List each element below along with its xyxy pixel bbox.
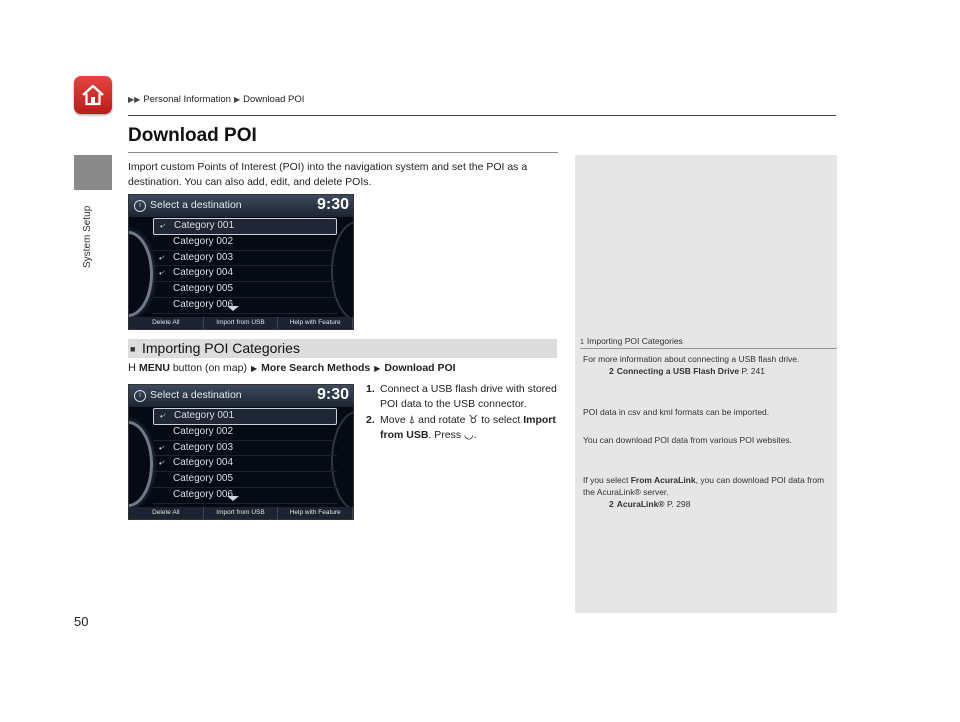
list-item: •ᐟ Category 001: [153, 218, 337, 235]
list-item: Category 006: [153, 298, 337, 314]
list-item: Category 005: [153, 472, 337, 488]
import-marker-icon: •ᐟ: [159, 459, 166, 469]
import-marker-icon: •ᐟ: [160, 412, 167, 421]
help-with-feature-button: Help with Feature: [278, 317, 353, 329]
path-arrow-icon: ▶: [250, 363, 258, 373]
import-from-usb-button: Import from USB: [204, 317, 279, 329]
path-step-more-search: More Search Methods: [261, 362, 371, 374]
list-item: Category 002: [153, 425, 337, 441]
enter-press-icon: ◡: [464, 429, 474, 441]
cross-reference[interactable]: 2 AcuraLink® P. 298: [609, 499, 691, 509]
list-item: Category 006: [153, 488, 337, 504]
path-arrow-icon: ▶: [374, 363, 381, 373]
section-title: Importing POI Categories: [142, 340, 300, 356]
joystick-move-icon: ⍋: [408, 414, 416, 426]
reference-arrow-icon: 2: [609, 366, 614, 376]
screen-clock: 9:30: [316, 196, 349, 213]
path-step-download-poi: Download POI: [384, 362, 456, 374]
note-paragraph: For more information about connecting a USB flash drive. 2 Connecting a USB Flash Drive P. 241: [583, 353, 833, 377]
import-from-usb-button: Import from USB: [204, 507, 279, 519]
list-item: •ᐟ Category 003: [153, 441, 337, 457]
nav-screen-image: [128, 384, 354, 520]
step-1: [366, 382, 558, 412]
header-divider: [128, 115, 836, 116]
step-list: [366, 382, 558, 444]
list-item: •ᐟ Category 004: [153, 266, 337, 282]
cross-reference[interactable]: 2 Connecting a USB Flash Drive P. 241: [609, 366, 765, 376]
screen-header: [129, 385, 353, 407]
import-from-usb-label: Import from USB: [380, 414, 556, 441]
step-number: 1.: [366, 383, 375, 395]
breadcrumb: [128, 94, 304, 105]
import-marker-icon: •ᐟ: [159, 253, 166, 263]
scroll-down-icon: [227, 306, 239, 311]
list-item: •ᐟ Category 001: [153, 408, 337, 425]
notes-panel: [575, 155, 837, 613]
import-marker-icon: •ᐟ: [159, 443, 166, 453]
note-paragraph: You can download POI data from various POI websites.: [583, 435, 792, 445]
delete-all-button: Delete All: [129, 507, 204, 519]
list-item: •ᐟ Category 004: [153, 456, 337, 472]
section-square-icon: ■: [130, 344, 136, 354]
category-list: [153, 408, 337, 504]
list-item: •ᐟ Category 003: [153, 251, 337, 267]
menu-button-label: MENU: [139, 362, 170, 374]
import-marker-icon: •ᐟ: [160, 222, 167, 231]
page-number: 50: [74, 614, 89, 629]
intro-paragraph: Import custom Points of Interest (POI) into the navigation system and set the POI as a destination. You can also add, edit, and delete POIs.: [128, 161, 528, 188]
dial-arc-decoration: [128, 231, 153, 317]
list-item: Category 005: [153, 282, 337, 298]
step-2: 2. Move ⍋ and rotate ♉ to select Import from USB. Press ◡.: [366, 414, 556, 441]
section-header: [128, 339, 557, 358]
delete-all-button: Delete All: [129, 317, 204, 329]
note-heading: 1 Importing POI Categories: [580, 336, 683, 346]
help-with-feature-button: Help with Feature: [278, 507, 353, 519]
step-text: Connect a USB flash drive with stored POI data to the USB connector.: [380, 383, 557, 410]
screen-clock: 9:30: [316, 386, 349, 403]
list-item: Category 002: [153, 235, 337, 251]
note-paragraph: POI data in csv and kml formats can be imported.: [583, 407, 770, 417]
scroll-down-icon: [227, 496, 239, 501]
breadcrumb-arrow-icon: ▶: [233, 95, 241, 104]
home-icon: [80, 82, 106, 108]
screen-title: Select a destination: [150, 389, 242, 401]
step-number: 2.: [366, 414, 375, 426]
note-divider: [580, 348, 837, 349]
sidebar-section-label: System Setup: [82, 205, 93, 268]
dial-arc-decoration: [128, 421, 153, 507]
page-title: Download POI: [128, 125, 257, 146]
breadcrumb-link-personal-information[interactable]: Personal Information: [143, 94, 231, 105]
category-list: [153, 218, 337, 314]
menu-path: [128, 362, 456, 374]
reference-arrow-icon: 2: [609, 499, 614, 509]
screen-title: Select a destination: [150, 199, 242, 211]
info-icon: i: [134, 390, 146, 402]
screen-header: [129, 195, 353, 217]
title-divider: [128, 152, 558, 153]
nav-screen-image: [128, 194, 354, 330]
hotkey-icon: H: [128, 362, 139, 374]
info-icon: i: [134, 200, 146, 212]
home-button[interactable]: [74, 76, 112, 114]
breadcrumb-arrow-icon: ▶▶: [128, 95, 141, 104]
section-tab-marker: [74, 155, 112, 190]
dial-rotate-icon: ♉: [468, 414, 479, 426]
menu-suffix: button (on map): [172, 362, 247, 374]
screen-footer: [129, 317, 353, 329]
note-paragraph: If you select From AcuraLink, you can download POI data from the AcuraLink® server. 2 AcuraLink® P. 298: [583, 474, 833, 510]
import-marker-icon: •ᐟ: [159, 269, 166, 279]
note-marker-icon: 1: [580, 339, 584, 346]
screen-footer: [129, 507, 353, 519]
breadcrumb-current: Download POI: [243, 94, 305, 105]
